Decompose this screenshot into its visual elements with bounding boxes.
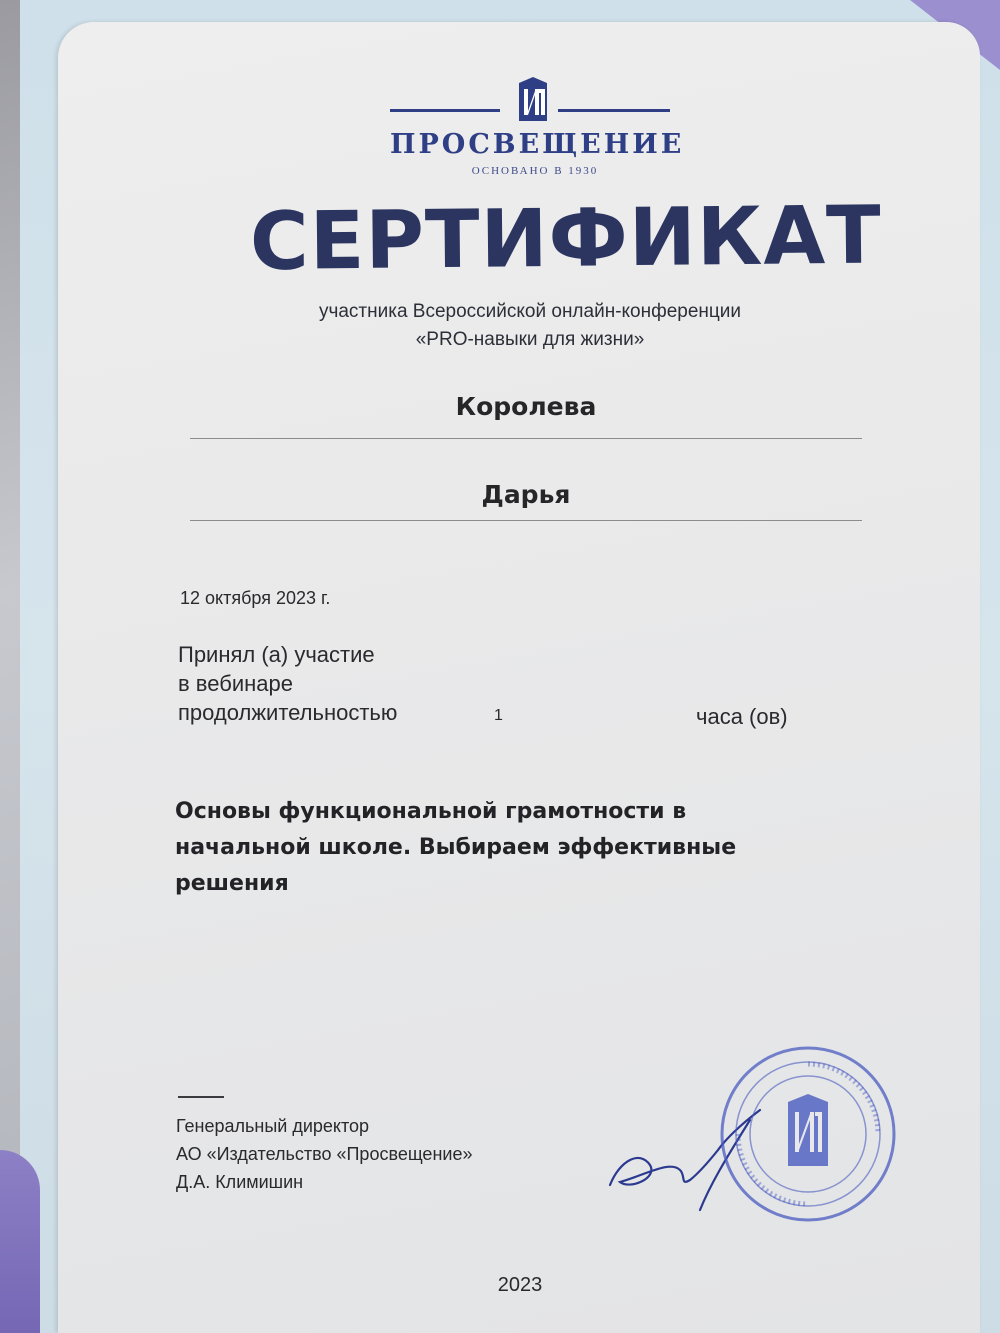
- director-company: АО «Издательство «Просвещение»: [176, 1144, 473, 1164]
- participation-line-1: Принял (а) участие: [178, 642, 375, 667]
- participation-line-2: в вебинаре: [178, 671, 293, 696]
- first-name-underline: [190, 520, 862, 521]
- logo-founded: ОСНОВАНО В 1930: [471, 165, 599, 177]
- subtitle-line-1: участника Всероссийской онлайн-конференции: [318, 301, 742, 322]
- webinar-topic: [175, 794, 835, 902]
- duration-value: 1: [494, 707, 503, 724]
- certificate-year: 2023: [497, 1274, 543, 1296]
- logo-rule-left: [390, 109, 500, 112]
- surname-underline: [190, 438, 862, 439]
- logo-name: ПРОСВЕЩЕНИЕ: [390, 129, 685, 160]
- certificate-subtitle: [230, 298, 830, 354]
- signature-dash: [178, 1096, 224, 1098]
- purple-side-decoration: [0, 1150, 40, 1333]
- topic-line-1: Основы функциональной грамотности в: [175, 799, 687, 824]
- topic-line-3: решения: [175, 871, 289, 896]
- logo-rule-right: [558, 109, 670, 112]
- director-name: Д.А. Климишин: [176, 1172, 304, 1192]
- event-date: 12 октября 2023 г.: [180, 588, 331, 608]
- participation-text: [178, 640, 397, 727]
- director-block: [176, 1112, 472, 1196]
- certificate-title: СЕРТИФИКАТ: [249, 188, 883, 289]
- participation-line-3: продолжительностью: [178, 700, 398, 725]
- director-title: Генеральный директор: [176, 1116, 370, 1136]
- publisher-mark-icon: [515, 75, 551, 123]
- surname-field: Королева: [455, 392, 597, 421]
- topic-line-2: начальной школе. Выбираем эффективные: [175, 835, 737, 860]
- first-name-field: Дарья: [481, 480, 571, 509]
- duration-unit: часа (ов): [696, 704, 788, 729]
- subtitle-line-2: «PRO-навыки для жизни»: [415, 329, 645, 350]
- official-stamp-icon: [718, 1044, 898, 1224]
